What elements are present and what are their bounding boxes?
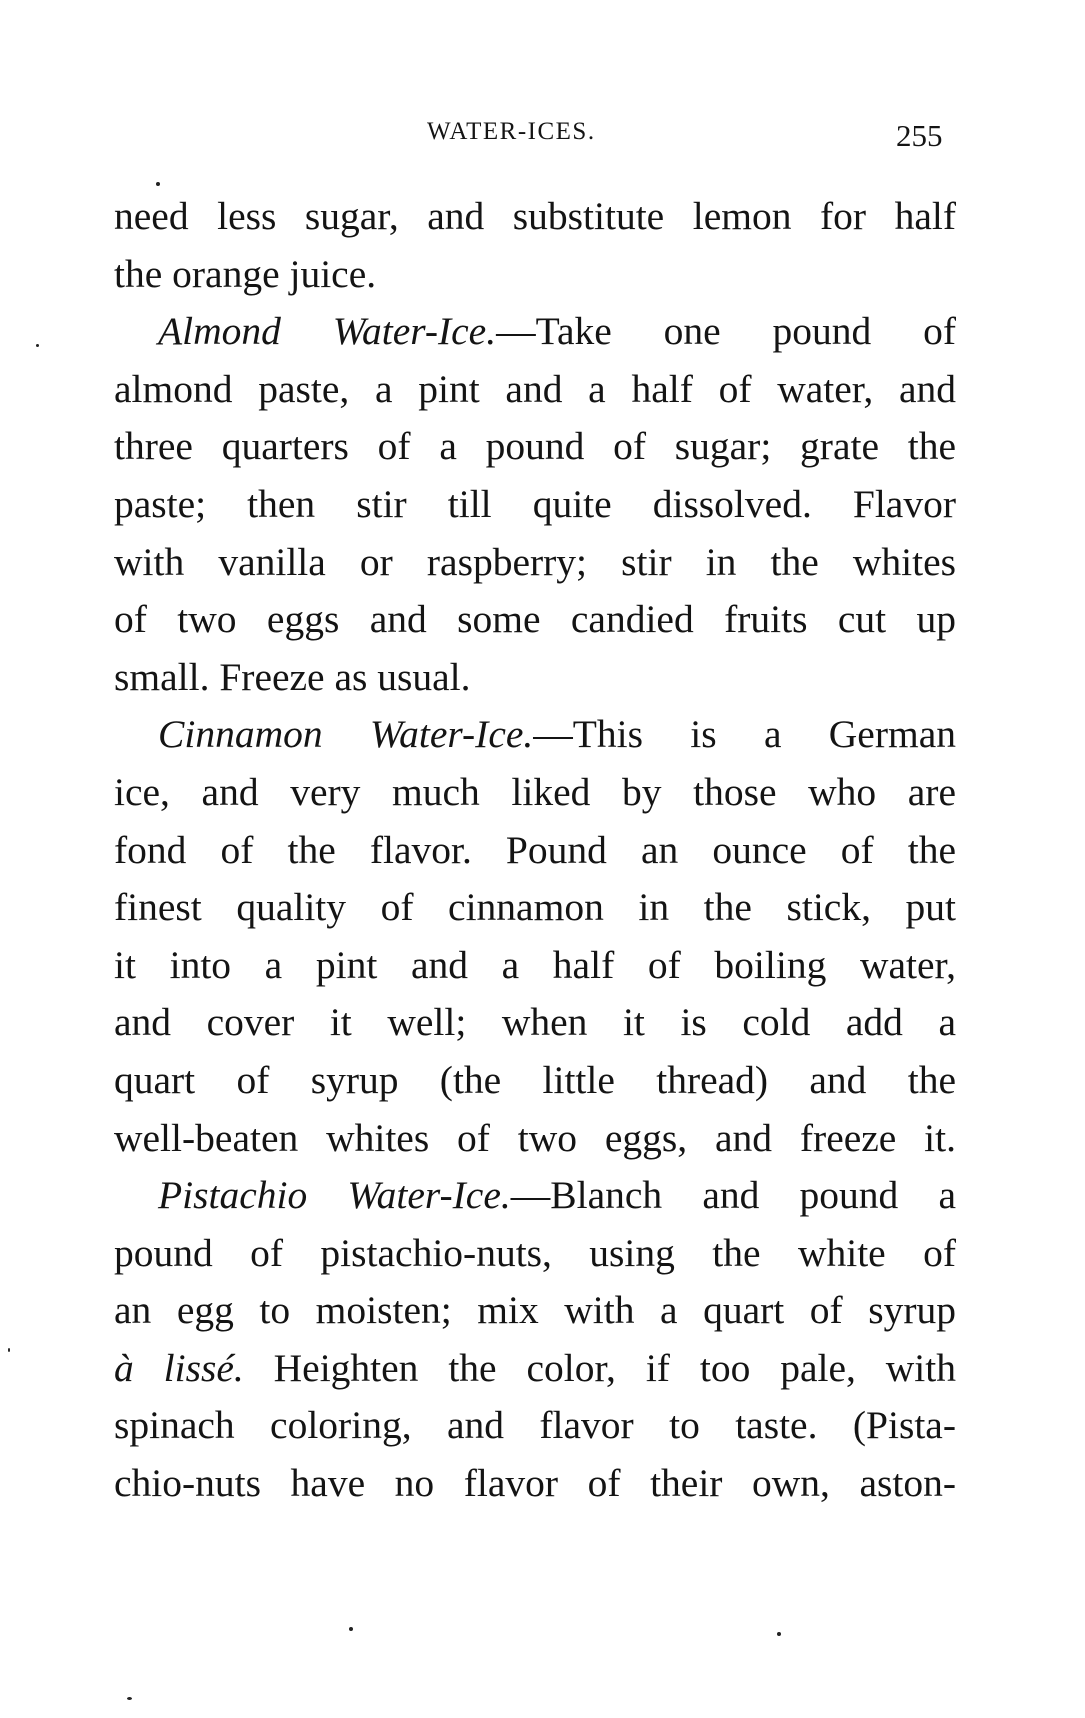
text-line: almond paste, a pint and a half of water, and (114, 366, 956, 411)
page-number: 255 (896, 118, 943, 153)
text-line: well-beaten whites of two eggs, and freeze it. (114, 1115, 956, 1160)
pistachio-water-ice-heading: Pistachio Water-Ice. (158, 1173, 511, 1218)
ink-speck (349, 1627, 353, 1631)
text-line: finest quality of cinnamon in the stick, put (114, 885, 956, 930)
page-body (114, 188, 956, 1513)
text-line: the orange juice. (114, 251, 377, 296)
pistachio-paragraph-first-line (114, 1167, 956, 1225)
text-run: —This is a German (533, 712, 956, 757)
cinnamon-paragraph-first-line (114, 706, 956, 764)
text-line: need less sugar, and substitute lemon for half (114, 194, 956, 238)
almond-paragraph-first-line (114, 303, 956, 361)
ink-speck (777, 1632, 781, 1636)
text-run: Heighten the color, if too pale, with (243, 1345, 956, 1390)
text-line: of two eggs and some candied fruits cut up (114, 597, 956, 642)
running-head-title: WATER-ICES. (427, 118, 596, 145)
text-line: ice, and very much liked by those who are (114, 769, 956, 814)
text-line: three quarters of a pound of sugar; grate the (114, 424, 956, 469)
text-line: paste; then stir till quite dissolved. Flavor (114, 481, 956, 526)
running-head (0, 118, 1085, 158)
text-line: chio-nuts have no flavor of their own, aston- (114, 1461, 956, 1506)
text-line: it into a pint and a half of boiling water, (114, 942, 956, 987)
text-run: —Blanch and pound a (510, 1173, 956, 1218)
text-line: fond of the flavor. Pound an ounce of the (114, 827, 956, 872)
text-line: with vanilla or raspberry; stir in the whites (114, 539, 956, 584)
text-line (114, 1340, 956, 1398)
ink-speck (127, 1697, 132, 1700)
a-lisse-term: à lissé. (114, 1345, 244, 1390)
ink-speck (36, 344, 39, 347)
ink-speck (8, 1348, 10, 1352)
text-line: spinach coloring, and flavor to taste. (Pista- (114, 1403, 956, 1448)
text-run: —Take one pound of (496, 309, 956, 354)
text-line: an egg to moisten; mix with a quart of syrup (114, 1288, 956, 1333)
cinnamon-water-ice-heading: Cinnamon Water-Ice. (158, 712, 534, 757)
text-line: small. Freeze as usual. (114, 654, 471, 699)
ink-speck (156, 182, 160, 186)
text-line: and cover it well; when it is cold add a (114, 1000, 956, 1045)
almond-water-ice-heading: Almond Water-Ice. (158, 309, 497, 354)
text-line: pound of pistachio-nuts, using the white of (114, 1230, 956, 1275)
text-line: quart of syrup (the little thread) and the (114, 1057, 956, 1102)
